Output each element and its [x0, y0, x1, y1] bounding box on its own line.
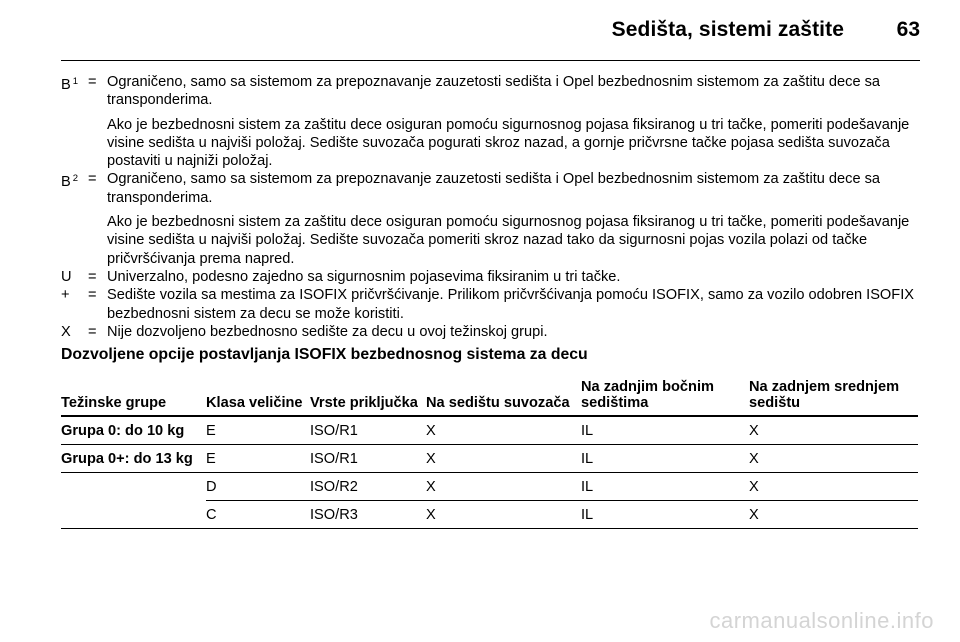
- table-cell: X: [749, 473, 918, 501]
- definition-text: Univerzalno, podesno zajedno sa sigurnosnim pojasevima fiksiranim u tri tačke.: [107, 268, 621, 285]
- table-header-row: [61, 376, 918, 416]
- definition-item: [61, 268, 923, 286]
- definition-equals: =: [88, 287, 97, 304]
- definition-key: [61, 286, 70, 304]
- weight-group-cell: Grupa 0: do 10 kg: [61, 416, 206, 445]
- isofix-table: [61, 376, 918, 529]
- definition-key: [61, 170, 78, 191]
- weight-group-cell: [61, 473, 206, 501]
- table-cell: IL: [581, 445, 749, 473]
- definition-item: [61, 73, 923, 170]
- table-cell: IL: [581, 416, 749, 445]
- definition-text: Ako je bezbednosni sistem za zaštitu dece osiguran pomoću sigurnosnog pojasa fiksiranog u tri tačke, pomeriti podešavanje visine sedišta u najviši položaj. Sedište suvozača pogurati skroz nazad, a gornje pričvrsne tačke pojasa sedišta suvozača postaviti u najniži položaj.: [107, 116, 910, 170]
- definition-equals: =: [88, 323, 97, 340]
- table-cell: ISO/R1: [310, 416, 426, 445]
- page-number: 63: [896, 18, 920, 41]
- definition-equals: =: [88, 171, 97, 188]
- table-row: [61, 473, 918, 501]
- definition-key-superscript: 1: [72, 76, 79, 87]
- table-cell: X: [749, 501, 918, 529]
- definition-equals: =: [88, 268, 97, 285]
- page-header: [61, 14, 920, 61]
- definition-item: [61, 286, 923, 323]
- table-cell: X: [749, 416, 918, 445]
- table-header-cell: Vrste priključka: [310, 376, 426, 416]
- definition-item: [61, 323, 923, 341]
- table-cell: X: [426, 473, 581, 501]
- table-row: [61, 416, 918, 445]
- table-cell: ISO/R2: [310, 473, 426, 501]
- weight-group-cell: [61, 501, 206, 529]
- page-title: Sedišta, sistemi zaštite: [611, 18, 844, 41]
- definition-key-letter: X: [61, 323, 71, 340]
- definition-key: [61, 73, 78, 94]
- weight-group-cell: Grupa 0+: do 13 kg: [61, 445, 206, 473]
- table-row: [61, 445, 918, 473]
- isofix-table-wrapper: [61, 376, 918, 529]
- table-row: [61, 501, 918, 529]
- definition-text: Ograničeno, samo sa sistemom za prepoznavanje zauzetosti sedišta i Opel bezbednosnim sistemom za zaštitu dece sa transponderima.: [107, 171, 881, 206]
- definition-equals: =: [88, 74, 97, 90]
- definition-text: Sedište vozila sa mestima za ISOFIX pričvršćivanje. Prilikom pričvršćivanja pomoću ISOFIX, samo za vozilo odobren ISOFIX bezbednosni sistem za decu se može koristiti.: [107, 287, 914, 322]
- definition-item: [61, 170, 923, 267]
- table-cell: ISO/R1: [310, 445, 426, 473]
- definition-key-letter: B: [61, 174, 71, 191]
- table-cell: D: [206, 473, 310, 501]
- table-cell: C: [206, 501, 310, 529]
- table-cell: X: [749, 445, 918, 473]
- definition-key-letter: +: [61, 287, 70, 304]
- definition-key-letter: U: [61, 268, 72, 285]
- table-cell: X: [426, 416, 581, 445]
- definition-text: Ograničeno, samo sa sistemom za prepoznavanje zauzetosti sedišta i Opel bezbednosnim sistemom za zaštitu dece sa transponderima.: [107, 74, 881, 109]
- table-cell: ISO/R3: [310, 501, 426, 529]
- table-header-cell: Težinske grupe: [61, 376, 206, 416]
- definition-text: Ako je bezbednosni sistem za zaštitu dece osiguran pomoću sigurnosnog pojasa fiksiranog u tri tačke, pomeriti podešavanje visine sedišta u najviši položaj. Sedište suvozača pomeriti skroz nazad tako da sigurnosni pojas vozila polazi od tačke pričvršćivanja prema napred.: [107, 214, 910, 267]
- table-cell: E: [206, 445, 310, 473]
- definition-key: [61, 268, 72, 286]
- legend-definitions: [61, 73, 923, 341]
- table-cell: IL: [581, 501, 749, 529]
- definition-key-letter: B: [61, 77, 71, 93]
- table-body: [61, 416, 918, 529]
- table-header-cell: Na zadnjim bočnim sedištima: [581, 376, 749, 416]
- table-header-cell: Na zadnjem srednjem sedištu: [749, 376, 918, 416]
- table-cell: X: [426, 445, 581, 473]
- watermark: carmanualsonline.info: [709, 608, 934, 633]
- definition-text: Nije dozvoljeno bezbednosno sedište za decu u ovoj težinskoj grupi.: [107, 323, 548, 340]
- table-header-cell: Na sedištu suvozača: [426, 376, 581, 416]
- section-title: Dozvoljene opcije postavljanja ISOFIX bezbednosnog sistema za decu: [61, 346, 588, 363]
- table-cell: IL: [581, 473, 749, 501]
- definition-key-superscript: 2: [72, 173, 79, 185]
- table-cell: E: [206, 416, 310, 445]
- definition-key: [61, 323, 71, 341]
- table-cell: X: [426, 501, 581, 529]
- table-header-cell: Klasa veličine: [206, 376, 310, 416]
